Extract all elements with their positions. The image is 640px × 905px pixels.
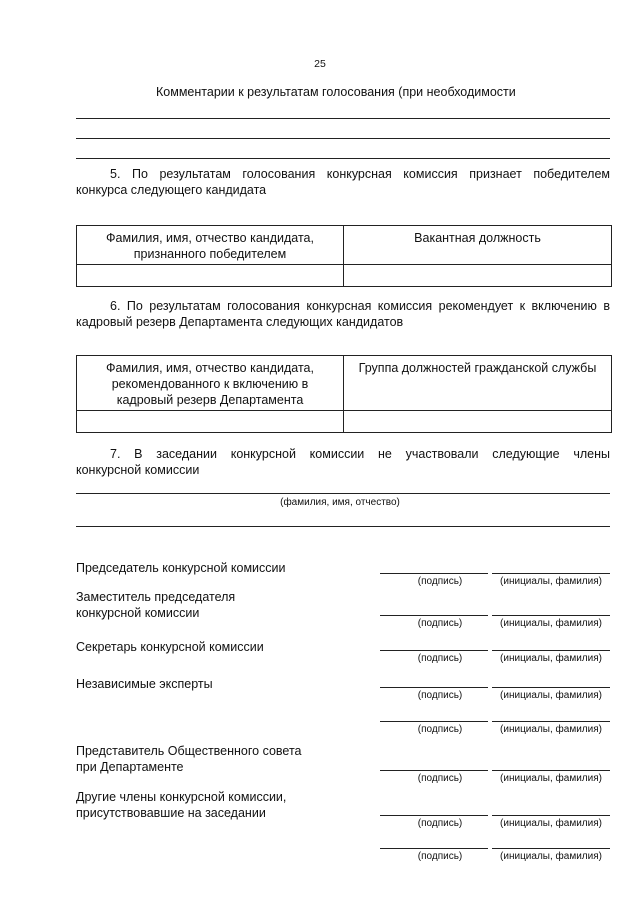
winner-table-cell-fio[interactable] [77, 265, 344, 287]
secretary-name-line[interactable] [492, 650, 610, 651]
chairman-sign-caption: (подпись) [417, 576, 463, 587]
others1-sign-line[interactable] [380, 815, 488, 816]
reserve-table-cell-fio[interactable] [77, 411, 344, 433]
secretary-sign-caption: (подпись) [417, 653, 463, 664]
secretary-label: Секретарь конкурсной комиссии [76, 640, 264, 654]
others2-name-line[interactable] [492, 848, 610, 849]
public-council-label-line1: Представитель Общественного совета [76, 744, 302, 758]
section7-text-line1: 7. В заседании конкурсной комиссии не участвовали следующие члены [110, 447, 610, 461]
expert1-sign-line[interactable] [380, 687, 488, 688]
public-council-sign-caption: (подпись) [417, 773, 463, 784]
winner-table-header-fio: Фамилия, имя, отчество кандидата, признанного победителем [77, 226, 344, 265]
others-label-line1: Другие члены конкурсной комиссии, [76, 790, 287, 804]
section7-text-line2: конкурсной комиссии [76, 463, 200, 477]
comments-line-1 [76, 118, 610, 119]
reserve-table-cell-group[interactable] [344, 411, 612, 433]
comments-line-3 [76, 158, 610, 159]
comments-line-2 [76, 138, 610, 139]
expert1-sign-caption: (подпись) [417, 690, 463, 701]
others2-sign-line[interactable] [380, 848, 488, 849]
comments-heading: Комментарии к результатам голосования (при необходимости [156, 85, 516, 99]
others1-name-caption: (инициалы, фамилия) [500, 818, 602, 829]
public-council-name-caption: (инициалы, фамилия) [500, 773, 602, 784]
expert2-name-line[interactable] [492, 721, 610, 722]
expert2-sign-caption: (подпись) [417, 724, 463, 735]
others1-sign-caption: (подпись) [417, 818, 463, 829]
others1-name-line[interactable] [492, 815, 610, 816]
fio-caption: (фамилия, имя, отчество) [280, 497, 400, 508]
others2-name-caption: (инициалы, фамилия) [500, 851, 602, 862]
section5-text-line1: 5. По результатам голосования конкурсная комиссия признает победителем [110, 167, 610, 181]
secretary-name-caption: (инициалы, фамилия) [500, 653, 602, 664]
chairman-name-caption: (инициалы, фамилия) [500, 576, 602, 587]
reserve-table-header-group: Группа должностей гражданской службы [344, 356, 612, 411]
experts-label: Независимые эксперты [76, 677, 213, 691]
expert1-name-line[interactable] [492, 687, 610, 688]
chairman-label: Председатель конкурсной комиссии [76, 561, 286, 575]
deputy-sign-caption: (подпись) [417, 618, 463, 629]
reserve-table [76, 355, 612, 433]
chairman-sign-line[interactable] [380, 573, 488, 574]
deputy-label-line1: Заместитель председателя [76, 590, 236, 604]
deputy-sign-line[interactable] [380, 615, 488, 616]
section5-text-line2: конкурса следующего кандидата [76, 183, 267, 197]
public-council-label-line2: при Департаменте [76, 760, 184, 774]
secretary-sign-line[interactable] [380, 650, 488, 651]
reserve-table-header-fio: Фамилия, имя, отчество кандидата, рекомендованного к включению в кадровый резерв Департамента [77, 356, 344, 411]
winner-table-header-position: Вакантная должность [344, 226, 612, 265]
others-label-line2: присутствовавшие на заседании [76, 806, 266, 820]
absent-members-line-2[interactable] [76, 526, 610, 527]
others2-sign-caption: (подпись) [417, 851, 463, 862]
absent-members-line[interactable] [76, 493, 610, 494]
public-council-sign-line[interactable] [380, 770, 488, 771]
section6-text-line2: кадровый резерв Департамента следующих кандидатов [76, 315, 404, 329]
winner-table-cell-position[interactable] [344, 265, 612, 287]
deputy-name-line[interactable] [492, 615, 610, 616]
expert2-sign-line[interactable] [380, 721, 488, 722]
chairman-name-line[interactable] [492, 573, 610, 574]
winner-table [76, 225, 612, 287]
deputy-label-line2: конкурсной комиссии [76, 606, 200, 620]
public-council-name-line[interactable] [492, 770, 610, 771]
expert2-name-caption: (инициалы, фамилия) [500, 724, 602, 735]
section6-text-line1: 6. По результатам голосования конкурсная комиссия рекомендует к включению в [110, 299, 610, 313]
page-number: 25 [314, 58, 326, 70]
deputy-name-caption: (инициалы, фамилия) [500, 618, 602, 629]
expert1-name-caption: (инициалы, фамилия) [500, 690, 602, 701]
